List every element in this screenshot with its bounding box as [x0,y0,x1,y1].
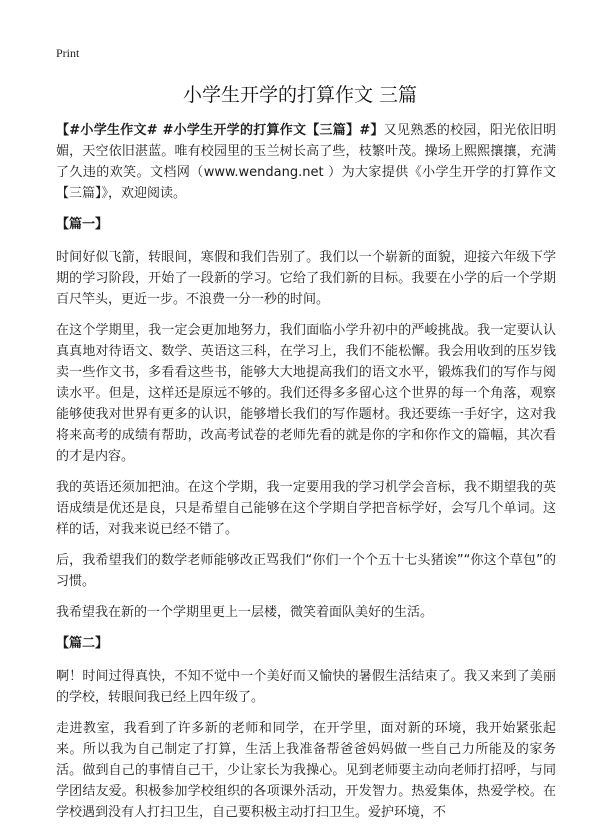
paragraph: 我的英语还须加把油。在这个学期，我一定要用我的学习机学会音标，我不期望我的英语成绩是优还是良，只是希望自己能够在这个学期自学把音标学好，会写几个单词。这样的话，对我来说已经不错了。 [56,480,556,537]
section-heading-2: 【篇二】 [56,636,109,651]
intro-tag: 【#小学生作文# #小学生开学的打算作文【三篇】#】 [56,123,384,138]
section-heading-1: 【篇一】 [56,217,109,232]
paragraph: 后，我希望我们的数学老师能够改正骂我们“你们一个个五十七头猪诶”“你这个草包”的习惯。 [56,553,556,589]
intro-paragraph [56,120,556,204]
paragraph: 在这个学期里，我一定会更加地努力，我们面临小学升初中的严峻挑战。我一定要认认真真地对待语文、数学、英语这三科，在学习上，我们不能松懈。我会用收到的压岁钱卖一些作文书，多看看这些书，能够大大地提高我们的语文水平，锻炼我们的写作与阅读水平。但是，这样还是原远不够的。我们还得多多留心这个世界的每一个角落，观察能够使我对世界有更多的认识，能够增长我们的写作题材。我还要练一手好字，这对我将来高考的成绩有帮助，改高考试卷的老师先看的就是你的字和你作文的篇幅，其次看的才是内容。 [56,323,556,464]
paragraph: 时间好似飞箭，转眼间，寒假和我们告别了。我们以一个崭新的面貌，迎接六年级下学期的学习阶段，开始了一段新的学习。它给了我们新的目标。我要在小学的后一个学期百尺竿头，更近一步。不浪费一分一秒的时间。 [56,250,556,307]
print-label: Print [56,46,80,60]
paragraph: 走进教室，我看到了许多新的老师和同学，在开学里，面对新的环境，我开始紧张起来。所以我为自己制定了打算，生活上我准备帮爸爸妈妈做一些自己力所能及的家务活。做到自己的事情自己干，少让家长为我操心。见到老师要主动向老师打招呼，与同学团结友爱。积极参加学校组织的各项课外活动，开发智力。热爱集体，热爱学校。在学校遇到没有人打扫卫生，自己要积极主动打扫卫生。爱护环境，不 [56,721,556,820]
document-body [56,120,556,828]
page-title: 小学生开学的打算作文 三篇 [182,84,418,106]
paragraph: 我希望我在新的一个学期里更上一层楼，微笑着面队美好的生活。 [56,605,434,620]
paragraph: 啊！时间过得真快，不知不觉中一个美好而又愉快的暑假生活结束了。我又来到了美丽的学校，转眼间我已经上四年级了。 [56,669,556,705]
intro-text: 又见熟悉的校园，阳光依旧明媚，天空依旧湛蓝。唯有校园里的玉兰树长高了些，枝繁叶茂。操场上熙熙攘攘，充满了久违的欢笑。文档网（www.wendang.net ）为大家提供《小学生开学的打算作文【三篇】》，欢迎阅读。 [56,123,556,201]
